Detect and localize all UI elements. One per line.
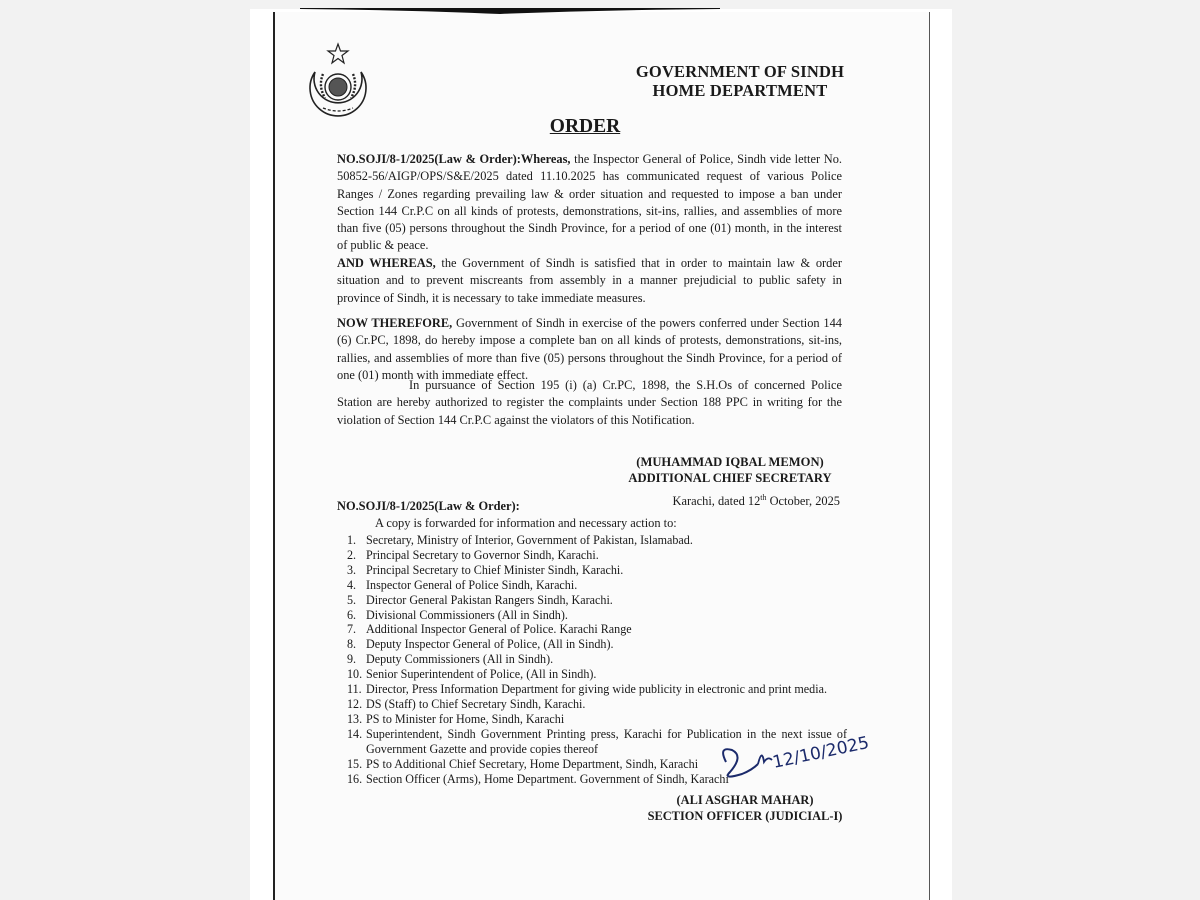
recipient-item <box>347 682 847 697</box>
recipient-item <box>347 593 847 608</box>
paragraph-and-whereas-text: the Government of Sindh is satisfied that in order to maintain law & order situation and to prevent miscreants from assembly in a manner prejudicial to public safety in province of Sindh, it is necessary to take immediate measures. <box>337 256 842 305</box>
recipient-text: Director General Pakistan Rangers Sindh, Karachi. <box>366 592 613 607</box>
recipient-text: PS to Minister for Home, Sindh, Karachi <box>366 711 565 726</box>
paragraph-now-therefore-text: Government of Sindh in exercise of the powers conferred under Section 144 (6) Cr.PC, 1898, do hereby impose a complete ban on all kinds of protests, demonstrations, sit-ins, rallies, and assemblies of more than five (05) persons throughout the Sindh Province, for a period of one (01) month with immediate effect. <box>337 316 842 382</box>
dated-prefix: Karachi, dated 12 <box>672 494 761 509</box>
recipient-item <box>347 563 847 578</box>
recipient-item <box>347 637 847 652</box>
recipient-text: Director, Press Information Department for giving wide publicity in electronic and print media. <box>366 682 827 697</box>
recipient-item <box>347 533 847 548</box>
recipient-number: 3. <box>347 562 357 577</box>
recipient-number: 9. <box>347 652 357 667</box>
signatory-additional-chief-secretary <box>610 454 850 486</box>
paragraph-whereas-text: the Inspector General of Police, Sindh vide letter No. 50852-56/AIGP/OPS/S&E/2025 dated 11.10.2025 has communicated request of various Police Ranges / Zones regarding prevailing law & order situation and requested to impose a ban under Section 144 Cr.P.C on all kinds of protests, demonstrations, sit-ins, rallies, and assemblies of more than five (05) persons throughout the Sindh Province, for a period of one (01) month, in the interest of public & peace. <box>337 152 842 253</box>
recipient-item <box>347 608 847 623</box>
recipient-number: 5. <box>347 592 357 607</box>
paragraph-pursuance-text: In pursuance of Section 195 (i) (a) Cr.PC, 1898, the S.H.Os of concerned Police Station are hereby authorized to register the complaints under Section 188 PPC in writing for the violation of Section 144 Cr.P.C against the violators of this Notification. <box>337 378 842 427</box>
recipient-number: 11. <box>347 682 362 697</box>
signatory1-name: (MUHAMMAD IQBAL MEMON) <box>636 455 824 469</box>
recipient-text: Senior Superintendent of Police, (All in Sindh). <box>366 667 597 682</box>
recipient-item <box>347 548 847 563</box>
recipient-item <box>347 667 847 682</box>
recipient-text: Deputy Inspector General of Police, (All in Sindh). <box>366 637 614 652</box>
recipient-number: 12. <box>347 696 363 711</box>
header-line-department: HOME DEPARTMENT <box>652 81 828 100</box>
recipient-number: 13. <box>347 711 363 726</box>
recipient-text: Superintendent, Sindh Government Printing press, Karachi for Publication in the next issue of Government Gazette and provide copies thereof <box>366 726 847 756</box>
document-title: ORDER <box>549 116 621 137</box>
recipient-number: 2. <box>347 547 357 562</box>
recipient-item <box>347 652 847 667</box>
order-number-lead: NO.SOJI/8-1/2025(Law & Order):Whereas, <box>337 152 571 166</box>
dated-line <box>640 493 840 509</box>
recipient-number: 1. <box>347 533 357 547</box>
recipient-text: PS to Additional Chief Secretary, Home Department, Sindh, Karachi <box>366 756 699 771</box>
recipient-number: 15. <box>347 756 363 771</box>
paragraph-whereas <box>337 151 842 255</box>
signatory2-name: (ALI ASGHAR MAHAR) <box>676 793 814 807</box>
recipient-number: 14. <box>347 726 363 741</box>
recipient-item <box>347 622 847 637</box>
recipient-item <box>347 697 847 712</box>
recipient-text: Principal Secretary to Governor Sindh, Karachi. <box>366 547 599 562</box>
recipient-number: 7. <box>347 622 357 637</box>
recipient-item <box>347 578 847 593</box>
dated-suffix: October, 2025 <box>766 494 840 509</box>
signatory2-title: SECTION OFFICER (JUDICIAL-I) <box>647 809 843 823</box>
recipient-text: Section Officer (Arms), Home Department. Government of Sindh, Karachi <box>366 771 729 786</box>
recipient-number: 16. <box>347 771 363 786</box>
dated-ordinal: th <box>760 493 767 502</box>
recipient-number: 10. <box>347 667 363 682</box>
recipient-item <box>347 712 847 727</box>
svg-text:12/10/2025: 12/10/2025 <box>770 732 871 773</box>
header-line-government: GOVERNMENT OF SINDH <box>635 62 845 81</box>
paragraph-pursuance <box>337 377 842 429</box>
reference-number: NO.SOJI/8-1/2025(Law & Order): <box>337 499 520 513</box>
recipient-text: Divisional Commissioners (All in Sindh). <box>366 607 568 622</box>
signatory-section-officer <box>630 792 860 824</box>
recipient-number: 4. <box>347 577 357 592</box>
recipient-number: 8. <box>347 637 357 652</box>
recipient-text: Inspector General of Police Sindh, Karachi. <box>366 577 578 592</box>
recipient-number: 6. <box>347 607 357 622</box>
scan-top-edge <box>300 8 720 20</box>
forwarded-intro: A copy is forwarded for information and necessary action to: <box>375 516 677 530</box>
recipient-text: Secretary, Ministry of Interior, Government of Pakistan, Islamabad. <box>366 533 693 547</box>
signatory1-title: ADDITIONAL CHIEF SECRETARY <box>628 471 832 485</box>
and-whereas-lead: AND WHEREAS, <box>337 256 436 270</box>
department-header <box>600 62 880 100</box>
paragraph-and-whereas <box>337 255 842 307</box>
paragraph-now-therefore <box>337 315 842 384</box>
government-seal-icon <box>303 42 373 120</box>
recipient-text: Principal Secretary to Chief Minister Sindh, Karachi. <box>366 562 624 577</box>
recipient-text: DS (Staff) to Chief Secretary Sindh, Karachi. <box>366 696 586 711</box>
recipient-text: Additional Inspector General of Police. Karachi Range <box>366 622 632 637</box>
recipient-text: Deputy Commissioners (All in Sindh). <box>366 652 554 667</box>
handwritten-signature <box>712 728 882 792</box>
now-therefore-lead: NOW THEREFORE, <box>337 316 453 330</box>
